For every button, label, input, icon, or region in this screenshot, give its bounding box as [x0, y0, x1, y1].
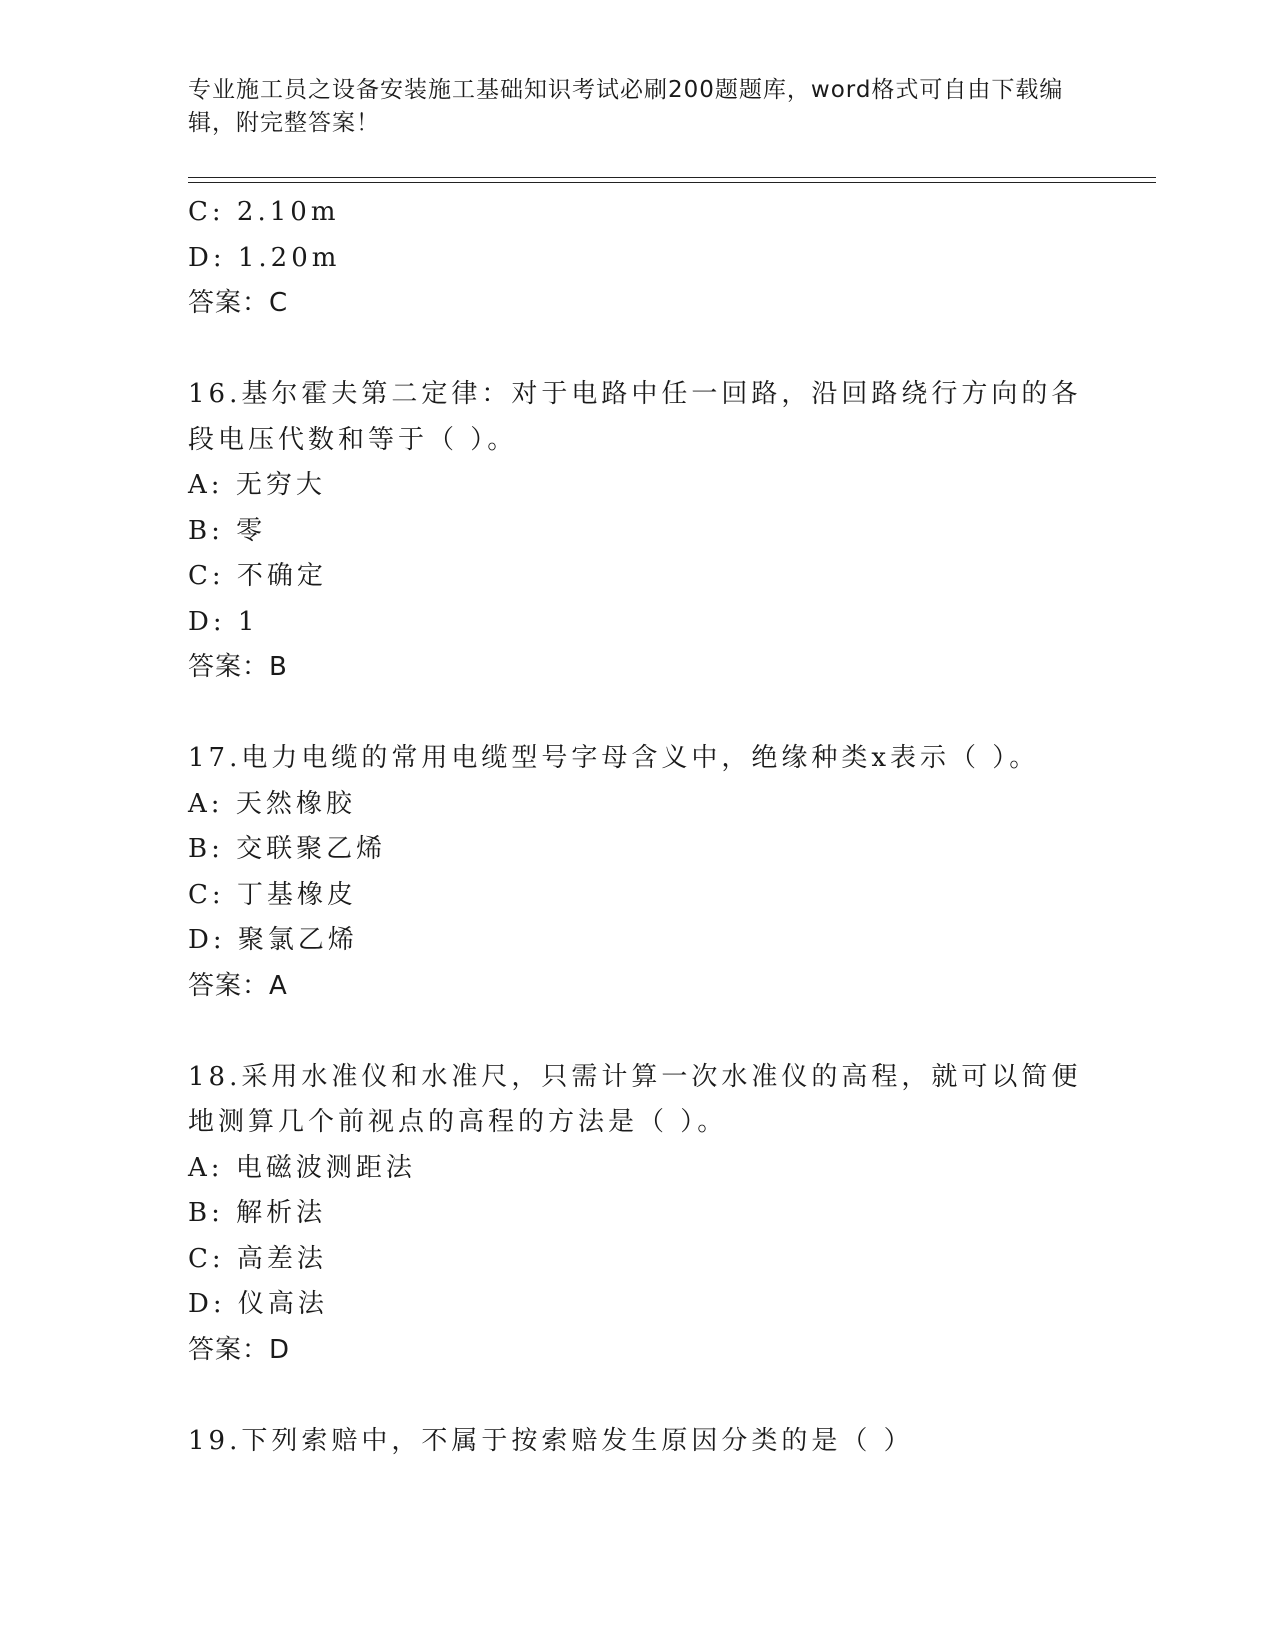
option-label: C:	[188, 1243, 225, 1274]
option-text: 解析法	[236, 1198, 327, 1228]
answer-line: 答案：C	[188, 288, 289, 318]
question-text: 采用水准仪和水准尺，只需计算一次水准仪的高程，就可以简便地测算几个前视点的高程的方法是（ ）。	[188, 1061, 1082, 1137]
option-text: 仪高法	[237, 1289, 328, 1319]
option-label: D:	[188, 925, 226, 955]
option-text: 丁基橡皮	[236, 879, 357, 910]
option-line	[188, 827, 1088, 873]
option-label: D:	[188, 606, 226, 637]
option-label: C:	[188, 197, 225, 227]
question-number: 16.	[188, 379, 242, 409]
option-line	[188, 554, 1088, 600]
option-text: 2.10m	[236, 197, 340, 227]
option-label: C:	[188, 561, 225, 591]
answer-line: 答案：A	[188, 970, 288, 1001]
option-line	[188, 236, 1088, 282]
document-header: 专业施工员之设备安装施工基础知识考试必刷200题题库，word格式可自由下载编辑，附完整答案！	[188, 77, 1064, 136]
answer-line: 答案：D	[188, 1334, 291, 1365]
option-line	[188, 509, 1088, 555]
option-line	[188, 190, 1088, 236]
question-number: 18.	[188, 1061, 242, 1092]
option-line	[188, 918, 1088, 964]
header-divider-bottom	[188, 182, 1156, 183]
option-label: B:	[188, 515, 224, 546]
option-line	[188, 1237, 1088, 1283]
question-spacer	[188, 327, 1088, 373]
option-label: B:	[188, 834, 224, 864]
option-label: D:	[188, 1289, 226, 1319]
option-label: C:	[188, 879, 225, 910]
answer-line: 答案：B	[188, 652, 288, 682]
option-line	[188, 600, 1088, 646]
header-divider-top	[188, 177, 1156, 178]
option-line	[188, 1146, 1088, 1192]
option-text: 不确定	[236, 561, 327, 591]
option-line	[188, 463, 1088, 509]
option-text: 高差法	[236, 1243, 327, 1274]
question-stem	[188, 1419, 1088, 1465]
option-label: A:	[188, 788, 224, 819]
option-label: A:	[188, 1152, 224, 1183]
question-text: 电力电缆的常用电缆型号字母含义中，绝缘种类x表示（ ）。	[241, 743, 1040, 773]
option-text: 零	[236, 515, 267, 546]
question-stem	[188, 1055, 1088, 1146]
option-line	[188, 782, 1088, 828]
option-label: B:	[188, 1198, 224, 1228]
option-line	[188, 1191, 1088, 1237]
question-stem	[188, 372, 1088, 463]
question-text: 下列索赔中，不属于按索赔发生原因分类的是（ ）	[241, 1425, 914, 1456]
question-text: 基尔霍夫第二定律：对于电路中任一回路，沿回路绕行方向的各段电压代数和等于（ ）。	[188, 379, 1082, 455]
option-line	[188, 1282, 1088, 1328]
question-spacer	[188, 1009, 1088, 1055]
question-stem	[188, 736, 1088, 782]
option-text: 天然橡胶	[235, 788, 356, 819]
question-spacer	[188, 1373, 1088, 1419]
option-text: 聚氯乙烯	[237, 925, 358, 955]
option-line	[188, 873, 1088, 919]
question-number: 17.	[188, 743, 242, 773]
option-text: 无穷大	[235, 470, 326, 500]
question-list	[188, 190, 1088, 1464]
option-text: 电磁波测距法	[235, 1152, 416, 1183]
question-number: 19.	[188, 1425, 242, 1456]
option-text: 1.20m	[237, 242, 341, 273]
option-label: D:	[188, 242, 226, 273]
option-text: 1	[237, 606, 259, 637]
question-spacer	[188, 691, 1088, 737]
option-label: A:	[188, 470, 224, 500]
option-text: 交联聚乙烯	[236, 834, 387, 864]
